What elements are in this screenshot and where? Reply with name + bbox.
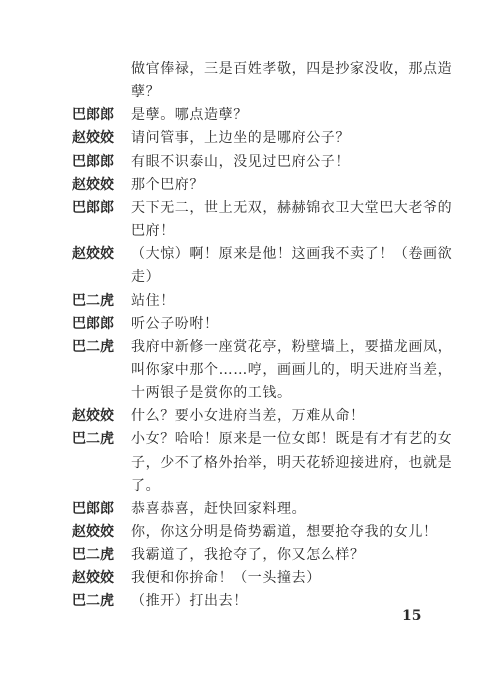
dialogue-text: （推开）打出去！ — [131, 593, 248, 610]
dialogue-text: 请问管事，上边坐的是哪府公子？ — [131, 130, 350, 147]
speaker-name: 巴二虎 — [72, 338, 114, 355]
speaker-name: 巴郎郎 — [72, 199, 114, 216]
dialogue-line — [0, 174, 487, 196]
dialogue-line — [0, 104, 487, 126]
speaker-name: 巴二虎 — [72, 593, 114, 610]
dialogue-line — [0, 313, 487, 335]
dialogue-line — [0, 58, 487, 80]
dialogue-text: 什么？要小女进府当差，万难从命！ — [131, 408, 365, 425]
dialogue-line — [0, 475, 487, 497]
speaker-name: 巴郎郎 — [72, 315, 114, 332]
dialogue-continuation: 子，少不了格外抬举，明天花轿迎接进府，也就是 — [131, 454, 453, 471]
dialogue-text: 恭喜恭喜，赶快回家料理。 — [131, 500, 307, 517]
dialogue-text: 你，你这分明是倚势霸道，想要抢夺我的女儿！ — [131, 524, 438, 540]
dialogue-text: 小女？哈哈！原来是一位女郎！既是有才有艺的女 — [131, 431, 453, 448]
dialogue-line — [0, 81, 487, 103]
dialogue-continuation: 了。 — [131, 477, 161, 494]
dialogue-continuation: 十两银子是赏你的工钱。 — [131, 385, 292, 402]
dialogue-line — [0, 498, 487, 520]
dialogue-line — [0, 197, 487, 219]
dialogue-line — [0, 567, 487, 589]
speaker-name: 巴二虎 — [72, 431, 114, 448]
dialogue-line — [0, 452, 487, 474]
dialogue-continuation: 做官俸禄，三是百姓孝敬，四是抄家没收，那点造 — [131, 61, 453, 77]
dialogue-text: 我府中新修一座赏花亭，粉壁墙上，要描龙画凤， — [131, 338, 453, 355]
speaker-name: 赵姣姣 — [72, 246, 114, 263]
dialogue-text: 是孽。哪点造孽？ — [131, 107, 248, 124]
dialogue-line — [0, 521, 487, 543]
dialogue-line — [0, 359, 487, 381]
dialogue-text: 天下无二，世上无双，赫赫锦衣卫大堂巴大老爷的 — [131, 199, 453, 216]
speaker-name: 赵姣姣 — [72, 524, 114, 540]
dialogue-continuation: 孽？ — [131, 84, 161, 101]
dialogue-text: 站住！ — [131, 292, 175, 309]
dialogue-text: 我霸道了，我抢夺了，你又怎么样？ — [131, 547, 365, 564]
dialogue-line — [0, 127, 487, 149]
speaker-name: 巴郎郎 — [72, 500, 114, 517]
dialogue-continuation: 巴府！ — [131, 223, 175, 240]
speaker-name: 赵姣姣 — [72, 176, 114, 193]
speaker-name: 巴郎郎 — [72, 107, 114, 124]
dialogue-text: 那个巴府？ — [131, 176, 204, 193]
speaker-name: 赵姣姣 — [72, 130, 114, 147]
dialogue-line — [0, 405, 487, 427]
dialogue-text: 有眼不识泰山，没见过巴府公子！ — [131, 153, 350, 170]
dialogue-line — [0, 382, 487, 404]
dialogue-line — [0, 151, 487, 173]
page-number: 15 — [402, 608, 422, 624]
dialogue-line — [0, 428, 487, 450]
dialogue-text: 我便和你拚命！（一头撞去） — [131, 570, 321, 587]
dialogue-line — [0, 266, 487, 288]
dialogue-line — [0, 290, 487, 312]
speaker-name: 巴二虎 — [72, 292, 114, 309]
dialogue-line — [0, 544, 487, 566]
dialogue-text: 听公子吩咐！ — [131, 315, 219, 332]
speaker-name: 赵姣姣 — [72, 570, 114, 587]
speaker-name: 巴二虎 — [72, 547, 114, 564]
dialogue-line — [0, 336, 487, 358]
dialogue-continuation: 叫你家中那个……哼，画画儿的，明天进府当差， — [131, 361, 453, 378]
dialogue-continuation: 走） — [131, 269, 161, 286]
dialogue-line — [0, 243, 487, 265]
dialogue-line — [0, 220, 487, 242]
speaker-name: 赵姣姣 — [72, 408, 114, 425]
speaker-name: 巴郎郎 — [72, 153, 114, 170]
dialogue-text: （大惊）啊！原来是他！这画我不卖了！（卷画欲 — [131, 246, 453, 263]
